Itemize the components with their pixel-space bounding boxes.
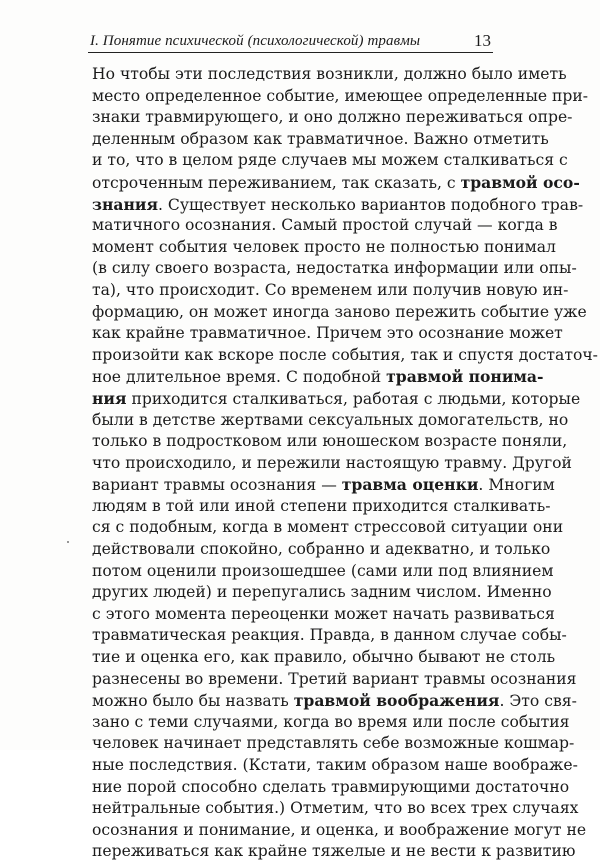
- text-line: [92, 86, 589, 108]
- text-line: [92, 215, 558, 237]
- bold-term: травмой осо-: [460, 172, 580, 192]
- text-line: [92, 712, 570, 734]
- text-run: разнесены во времени. Третий вариант травмы осознания: [92, 669, 577, 688]
- text-line: [92, 172, 580, 194]
- text-line: [92, 366, 544, 388]
- text-line: [92, 345, 598, 367]
- text-run: ние порой способно сделать травмирующими достаточно: [92, 777, 570, 796]
- text-line: [92, 517, 564, 539]
- text-line: [92, 777, 570, 799]
- text-line: [92, 194, 584, 216]
- text-line: [92, 323, 563, 345]
- text-run: деленным образом как травматичное. Важно отметить: [92, 129, 549, 148]
- text-run: зано с теми случаями, когда во время или после события: [92, 712, 570, 731]
- text-line: [92, 733, 575, 755]
- text-line: [92, 561, 554, 583]
- text-run: других людей) и перепугались задним числом. Именно: [92, 583, 552, 602]
- page-number: 13: [474, 31, 491, 50]
- text-run: приходится сталкиваться, работая с людьми, которые: [126, 389, 581, 408]
- text-line: [92, 431, 568, 453]
- bold-term: ния: [92, 388, 127, 408]
- text-line: [92, 798, 579, 820]
- text-line: [92, 64, 567, 86]
- text-run: место определенное событие, имеющее определенные при-: [92, 86, 589, 105]
- text-line: [92, 582, 552, 604]
- text-run: ся с подобным, когда в момент стрессовой ситуации они: [92, 518, 564, 537]
- bold-term: травмой понима-: [386, 367, 544, 387]
- bold-term: знания: [92, 194, 158, 214]
- text-run: людям в той или иной степени приходится сталкивать-: [92, 496, 551, 515]
- body-text: [92, 64, 598, 863]
- text-run: ное длительное время. С подобной: [92, 368, 387, 387]
- text-line: [92, 280, 569, 302]
- text-line: [92, 755, 578, 777]
- bold-term: травмой воображения: [293, 691, 500, 711]
- text-run: . Многим: [478, 476, 555, 495]
- text-line: [92, 474, 555, 496]
- text-run: та), что происходит. Со временем или получив новую ин-: [92, 280, 569, 299]
- text-run: переживаться как крайне тяжелые и не вести к развитию: [92, 842, 576, 861]
- text-line: [92, 625, 567, 647]
- text-line: [92, 302, 587, 324]
- text-line: [92, 258, 577, 280]
- text-run: человек начинает представлять себе возможные кошмар-: [92, 734, 575, 753]
- text-run: знаки травмирующего, и оно должно переживаться опре-: [92, 108, 573, 127]
- text-run: потом оценили произошедшее (сами или под влиянием: [92, 561, 554, 580]
- text-run: травматическая реакция. Правда, в данном случае собы-: [92, 626, 567, 645]
- text-run: момент события человек просто не полностью понимал: [92, 237, 556, 256]
- text-line: [92, 841, 576, 863]
- text-run: вариант травмы осознания —: [92, 476, 342, 495]
- text-run: что происходило, и пережили настоящую травму. Другой: [92, 453, 572, 472]
- text-run: . Это свя-: [499, 692, 577, 711]
- bold-term: травма оценки: [341, 475, 479, 495]
- text-run: нейтральные события.) Отметим, что во всех трех случаях: [92, 799, 579, 818]
- text-run: формацию, он может иногда заново пережить событие уже: [92, 302, 587, 321]
- text-line: [92, 539, 551, 561]
- text-run: . Существует несколько вариантов подобного трав-: [157, 195, 584, 214]
- text-line: [92, 150, 568, 172]
- text-line: [92, 107, 573, 129]
- text-run: с этого момента переоценки может начать развиваться: [92, 604, 555, 623]
- text-line: [92, 820, 587, 842]
- text-run: только в подростковом или юношеском возрасте поняли,: [92, 432, 568, 451]
- text-run: и то, что в целом ряде случаев мы можем сталкиваться с: [92, 151, 568, 170]
- text-line: [92, 237, 556, 259]
- text-run: тие и оценка его, как правило, обычно бывают не столь: [92, 648, 556, 667]
- running-header: [88, 30, 493, 53]
- text-line: [92, 129, 549, 151]
- text-run: матичного осознания. Самый простой случай — когда в: [92, 216, 558, 235]
- chapter-title: I. Понятие психической (психологической) травмы: [90, 33, 421, 49]
- text-line: [92, 669, 577, 691]
- text-run: были в детстве жертвами сексуальных домогательств, но: [92, 410, 569, 429]
- text-run: действовали спокойно, собранно и адекватно, и только: [92, 540, 551, 559]
- text-line: [92, 453, 572, 475]
- text-run: произойти как вскоре после события, так и спустя достаточ-: [92, 345, 598, 364]
- text-line: [92, 388, 581, 410]
- text-run: (в силу своего возраста, недостатка информации или опы-: [92, 259, 577, 278]
- text-run: отсроченным переживанием, так сказать, с: [92, 173, 461, 192]
- print-speck: [67, 541, 69, 543]
- text-run: ные последствия. (Кстати, таким образом наше воображе-: [92, 756, 578, 774]
- text-line: [92, 647, 556, 669]
- text-line: [92, 604, 555, 626]
- text-line: [92, 690, 577, 712]
- text-run: можно было бы назвать: [92, 692, 294, 711]
- text-line: [92, 496, 551, 518]
- text-line: [92, 410, 569, 432]
- text-run: осознания и понимание, и оценка, и воображение могут не: [92, 820, 587, 839]
- text-run: как крайне травматичное. Причем это осознание может: [92, 324, 563, 343]
- text-run: Но чтобы эти последствия возникли, должно было иметь: [92, 65, 567, 83]
